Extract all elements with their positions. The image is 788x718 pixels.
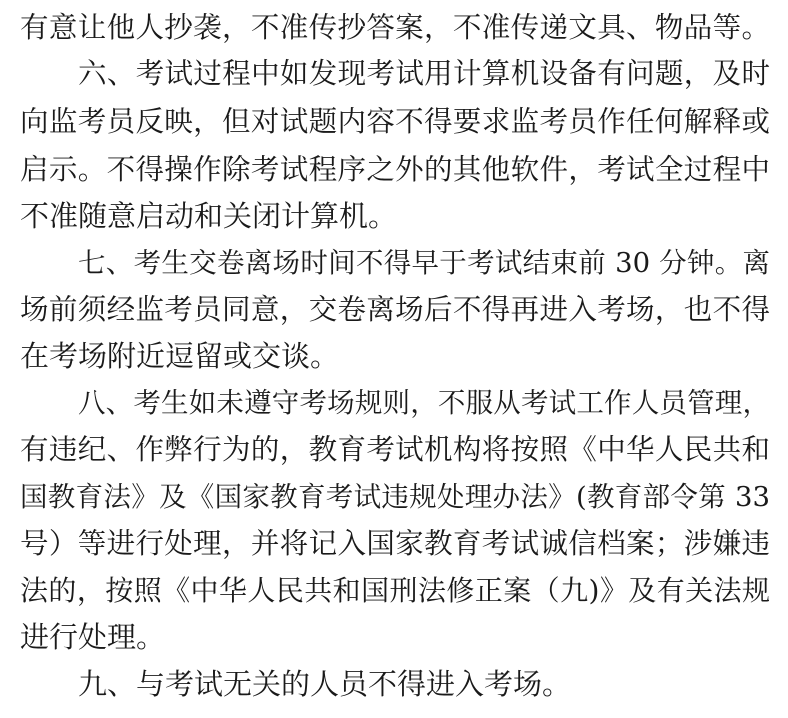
rule-6-line-3: 启示。不得操作除考试程序之外的其他软件，考试全过程中 [20,153,770,186]
rule-7-line-1: 七、考生交卷离场时间不得早于考试结束前 30 分钟。离 [78,247,770,279]
text-line-1: 有意让他人抄袭，不准传抄答案，不准传递文具、物品等。 [20,11,770,44]
rule-6-line-1: 六、考试过程中如发现考试用计算机设备有问题，及时 [78,57,770,90]
rule-8-line-2: 有违纪、作弊行为的，教育考试机构将按照《中华人民共和 [20,433,770,466]
rule-7-line-2: 场前须经监考员同意，交卷离场后不得再进入考场，也不得 [20,293,770,326]
rule-8-line-6: 进行处理。 [20,620,166,654]
rule-6-line-4: 不准随意启动和关闭计算机。 [20,199,398,233]
rule-7-line-3: 在考场附近逗留或交谈。 [20,339,340,373]
rule-9-line-1: 九、与考试无关的人员不得进入考场。 [78,667,572,701]
rule-8-line-5: 法的，按照《中华人民共和国刑法修正案（九)》及有关法规 [20,574,770,607]
rule-8-line-4: 号）等进行处理，并将记入国家教育考试诚信档案；涉嫌违 [20,527,770,560]
rule-6-line-2: 向监考员反映，但对试题内容不得要求监考员作任何解释或 [20,105,770,138]
rule-8-line-3: 国教育法》及《国家教育考试违规处理办法》(教育部令第 33 [20,481,770,513]
rule-8-line-1: 八、考生如未遵守考场规则，不服从考试工作人员管理， [78,387,770,419]
